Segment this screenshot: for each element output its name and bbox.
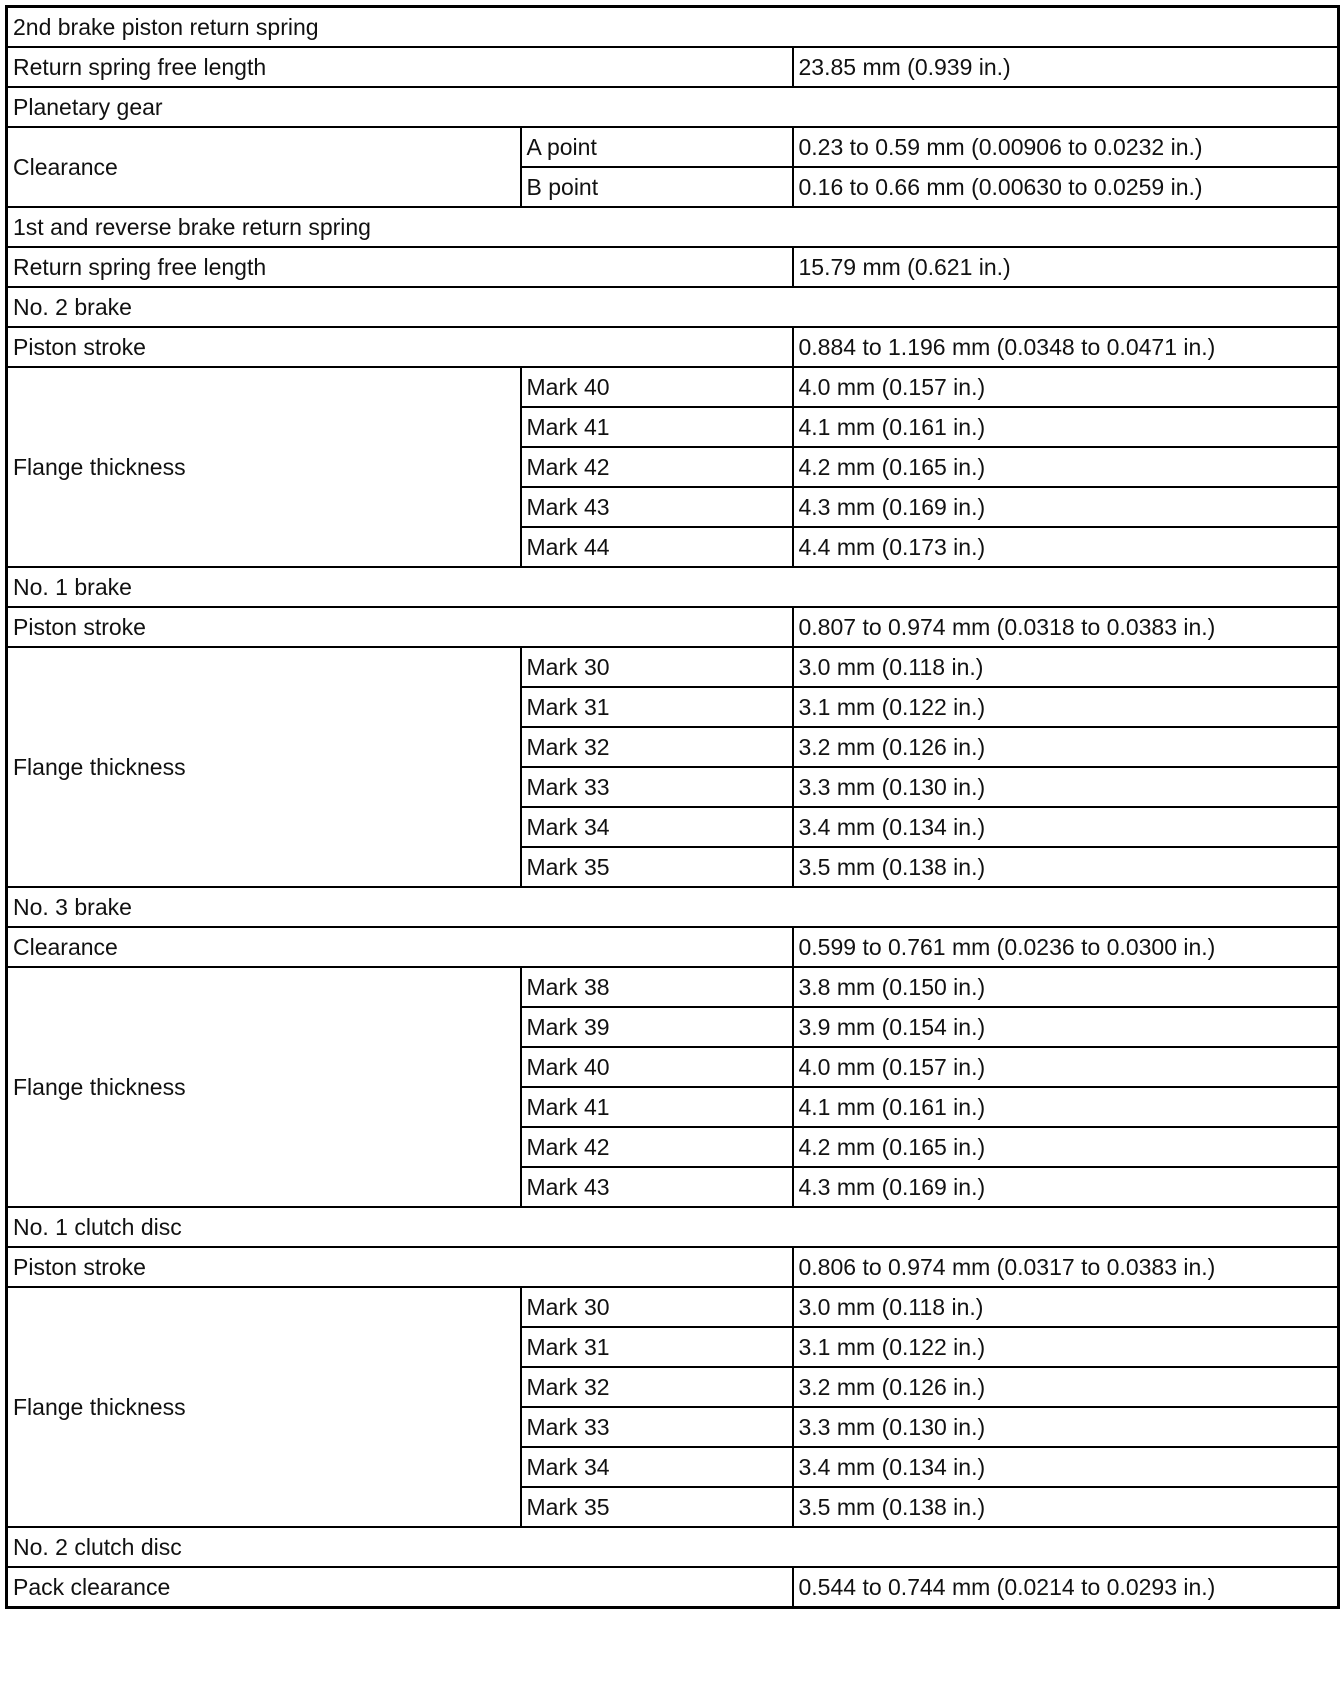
table-row xyxy=(7,47,1339,87)
spec-sublabel: Mark 35 xyxy=(521,847,793,887)
section-heading: No. 2 brake xyxy=(7,287,1339,327)
spec-sublabel: Mark 44 xyxy=(521,527,793,567)
spec-value: 0.806 to 0.974 mm (0.0317 to 0.0383 in.) xyxy=(793,1247,1339,1287)
spec-value: 3.0 mm (0.118 in.) xyxy=(793,1287,1339,1327)
spec-value: 23.85 mm (0.939 in.) xyxy=(793,47,1339,87)
spec-value: 3.9 mm (0.154 in.) xyxy=(793,1007,1339,1047)
table-row xyxy=(7,247,1339,287)
spec-table xyxy=(5,5,1340,1609)
section-heading-row xyxy=(7,1527,1339,1567)
section-heading: No. 1 clutch disc xyxy=(7,1207,1339,1247)
spec-label: Flange thickness xyxy=(7,367,521,567)
spec-sublabel: Mark 43 xyxy=(521,1167,793,1207)
spec-sublabel: Mark 34 xyxy=(521,1447,793,1487)
spec-value: 3.8 mm (0.150 in.) xyxy=(793,967,1339,1007)
spec-value: 4.3 mm (0.169 in.) xyxy=(793,1167,1339,1207)
table-row xyxy=(7,127,1339,167)
table-row xyxy=(7,1287,1339,1327)
spec-value: 0.599 to 0.761 mm (0.0236 to 0.0300 in.) xyxy=(793,927,1339,967)
spec-label: Clearance xyxy=(7,927,793,967)
spec-sublabel: B point xyxy=(521,167,793,207)
table-row xyxy=(7,647,1339,687)
section-heading-row xyxy=(7,87,1339,127)
spec-label: Piston stroke xyxy=(7,1247,793,1287)
spec-label: Flange thickness xyxy=(7,967,521,1207)
spec-sublabel: Mark 42 xyxy=(521,447,793,487)
spec-value: 4.4 mm (0.173 in.) xyxy=(793,527,1339,567)
spec-sublabel: Mark 40 xyxy=(521,1047,793,1087)
spec-sublabel: Mark 42 xyxy=(521,1127,793,1167)
spec-value: 3.2 mm (0.126 in.) xyxy=(793,727,1339,767)
spec-value: 4.3 mm (0.169 in.) xyxy=(793,487,1339,527)
spec-value: 3.1 mm (0.122 in.) xyxy=(793,1327,1339,1367)
section-heading: 2nd brake piston return spring xyxy=(7,7,1339,48)
section-heading-row xyxy=(7,207,1339,247)
spec-table-body xyxy=(7,7,1339,1608)
spec-value: 3.0 mm (0.118 in.) xyxy=(793,647,1339,687)
spec-sublabel: Mark 38 xyxy=(521,967,793,1007)
section-heading-row xyxy=(7,887,1339,927)
spec-value: 4.2 mm (0.165 in.) xyxy=(793,447,1339,487)
spec-sublabel: Mark 30 xyxy=(521,1287,793,1327)
spec-sublabel: Mark 32 xyxy=(521,1367,793,1407)
spec-sublabel: Mark 31 xyxy=(521,1327,793,1367)
spec-value: 3.3 mm (0.130 in.) xyxy=(793,1407,1339,1447)
spec-label: Piston stroke xyxy=(7,327,793,367)
spec-value: 4.1 mm (0.161 in.) xyxy=(793,407,1339,447)
spec-value: 3.4 mm (0.134 in.) xyxy=(793,807,1339,847)
table-row xyxy=(7,967,1339,1007)
spec-value: 3.3 mm (0.130 in.) xyxy=(793,767,1339,807)
spec-value: 3.2 mm (0.126 in.) xyxy=(793,1367,1339,1407)
spec-label: Clearance xyxy=(7,127,521,207)
section-heading-row xyxy=(7,287,1339,327)
spec-sublabel: A point xyxy=(521,127,793,167)
spec-label: Return spring free length xyxy=(7,247,793,287)
spec-value: 0.23 to 0.59 mm (0.00906 to 0.0232 in.) xyxy=(793,127,1339,167)
spec-value: 3.4 mm (0.134 in.) xyxy=(793,1447,1339,1487)
section-heading: 1st and reverse brake return spring xyxy=(7,207,1339,247)
spec-sublabel: Mark 34 xyxy=(521,807,793,847)
table-row xyxy=(7,927,1339,967)
spec-label: Pack clearance xyxy=(7,1567,793,1608)
spec-sublabel: Mark 30 xyxy=(521,647,793,687)
spec-value: 15.79 mm (0.621 in.) xyxy=(793,247,1339,287)
spec-value: 3.5 mm (0.138 in.) xyxy=(793,847,1339,887)
spec-sublabel: Mark 39 xyxy=(521,1007,793,1047)
spec-value: 3.1 mm (0.122 in.) xyxy=(793,687,1339,727)
spec-label: Piston stroke xyxy=(7,607,793,647)
spec-sublabel: Mark 35 xyxy=(521,1487,793,1527)
spec-label: Return spring free length xyxy=(7,47,793,87)
spec-value: 0.16 to 0.66 mm (0.00630 to 0.0259 in.) xyxy=(793,167,1339,207)
spec-value: 0.544 to 0.744 mm (0.0214 to 0.0293 in.) xyxy=(793,1567,1339,1608)
spec-value: 4.0 mm (0.157 in.) xyxy=(793,367,1339,407)
section-heading: No. 3 brake xyxy=(7,887,1339,927)
spec-value: 4.0 mm (0.157 in.) xyxy=(793,1047,1339,1087)
spec-value: 4.1 mm (0.161 in.) xyxy=(793,1087,1339,1127)
table-row xyxy=(7,327,1339,367)
spec-sublabel: Mark 40 xyxy=(521,367,793,407)
spec-value: 0.884 to 1.196 mm (0.0348 to 0.0471 in.) xyxy=(793,327,1339,367)
spec-sublabel: Mark 31 xyxy=(521,687,793,727)
table-row xyxy=(7,367,1339,407)
table-row xyxy=(7,607,1339,647)
spec-sublabel: Mark 32 xyxy=(521,727,793,767)
spec-value: 4.2 mm (0.165 in.) xyxy=(793,1127,1339,1167)
section-heading-row xyxy=(7,567,1339,607)
spec-label: Flange thickness xyxy=(7,647,521,887)
spec-value: 0.807 to 0.974 mm (0.0318 to 0.0383 in.) xyxy=(793,607,1339,647)
spec-sublabel: Mark 43 xyxy=(521,487,793,527)
spec-sublabel: Mark 41 xyxy=(521,407,793,447)
section-heading-row xyxy=(7,7,1339,48)
table-row xyxy=(7,1567,1339,1608)
section-heading: Planetary gear xyxy=(7,87,1339,127)
spec-sublabel: Mark 41 xyxy=(521,1087,793,1127)
table-row xyxy=(7,1247,1339,1287)
section-heading-row xyxy=(7,1207,1339,1247)
spec-sublabel: Mark 33 xyxy=(521,767,793,807)
section-heading: No. 2 clutch disc xyxy=(7,1527,1339,1567)
spec-value: 3.5 mm (0.138 in.) xyxy=(793,1487,1339,1527)
section-heading: No. 1 brake xyxy=(7,567,1339,607)
spec-label: Flange thickness xyxy=(7,1287,521,1527)
spec-sublabel: Mark 33 xyxy=(521,1407,793,1447)
